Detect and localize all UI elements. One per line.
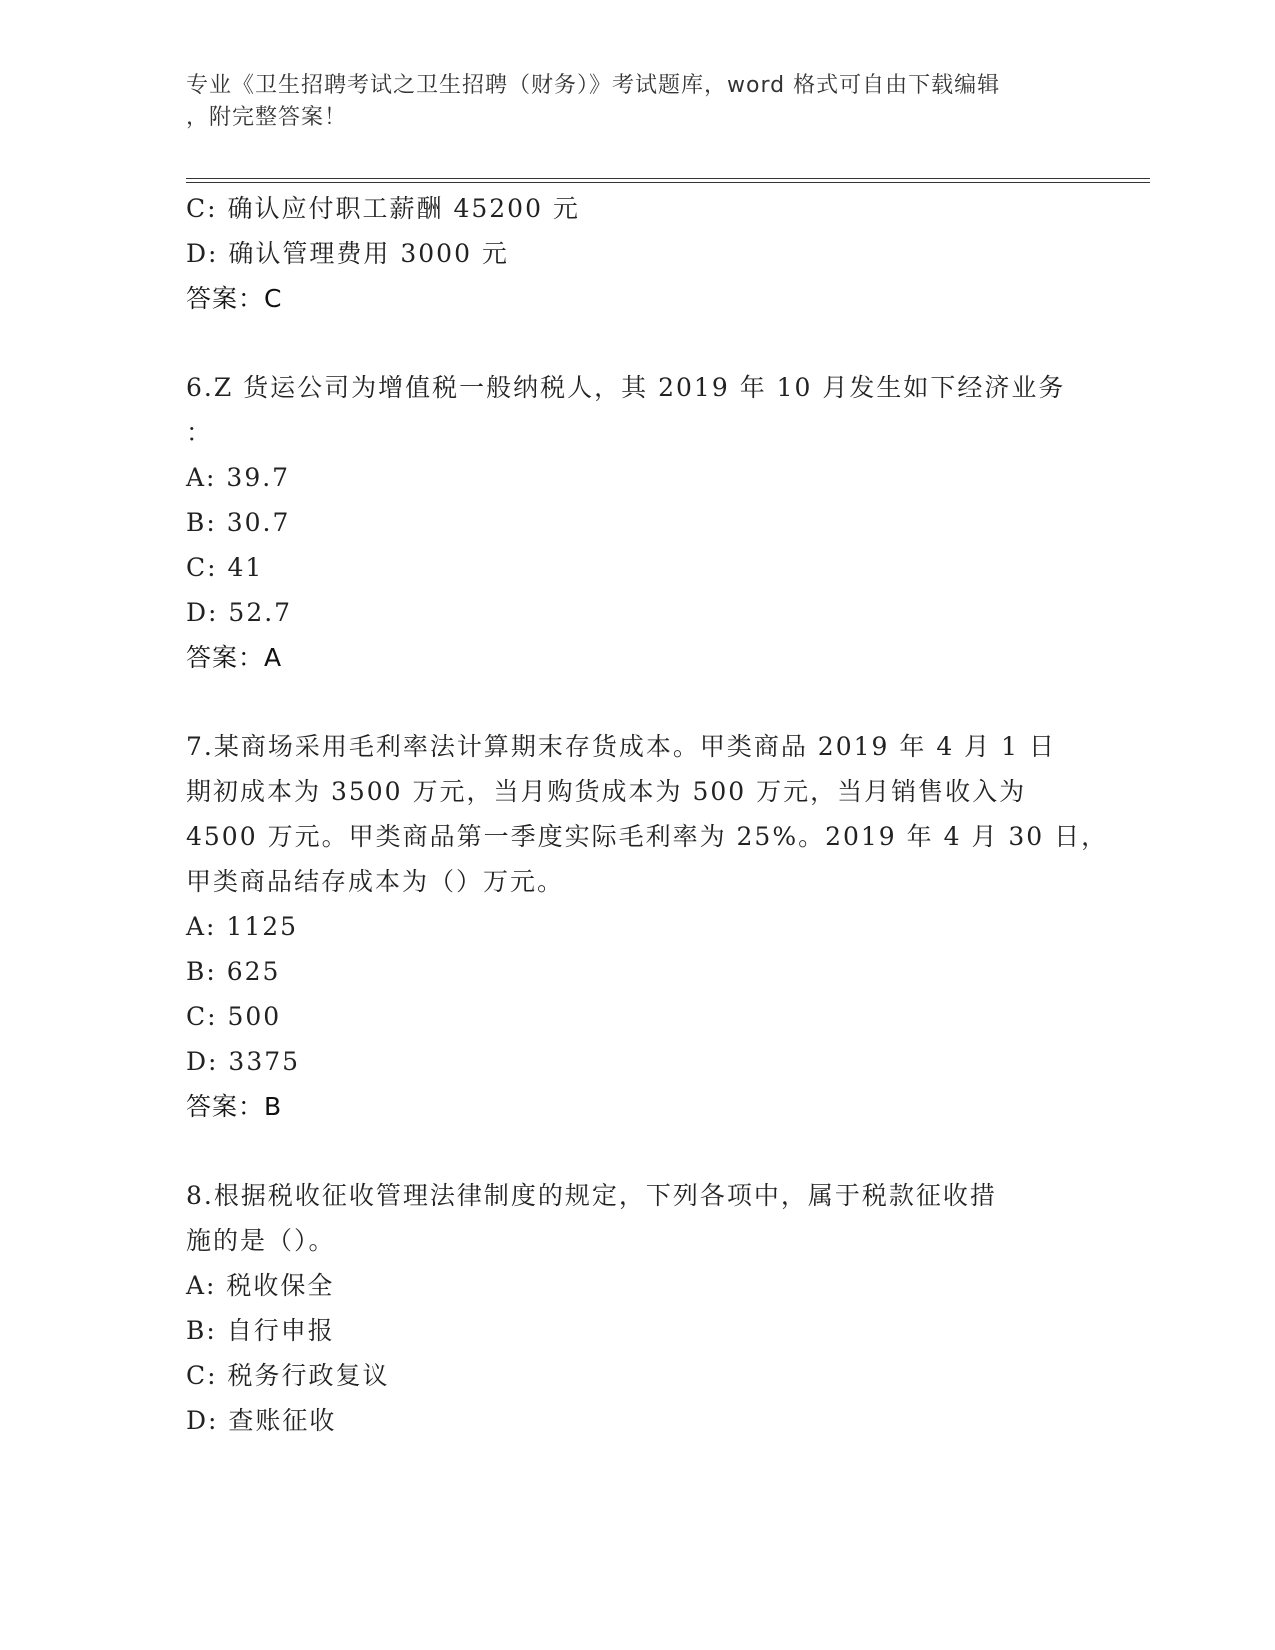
- q8-stem-line: 施的是（）。: [186, 1226, 336, 1255]
- spacer: [186, 1129, 1066, 1173]
- q7-stem-line: 7.某商场采用毛利率法计算期末存货成本。甲类商品 2019 年 4 月 1 日: [186, 732, 1056, 761]
- header-divider-top: [186, 178, 1150, 179]
- q6-answer: 答案：A: [186, 643, 283, 672]
- q6-stem-line: ：: [186, 418, 214, 447]
- question-5-tail: [186, 186, 1066, 321]
- q6-option-a: A: 39.7: [186, 463, 291, 492]
- header-line-1: 专业《卫生招聘考试之卫生招聘（财务）》考试题库，word 格式可自由下载编辑: [186, 73, 1001, 98]
- q8-option-c: C: 税务行政复议: [186, 1361, 390, 1390]
- q7-stem-line: 4500 万元。甲类商品第一季度实际毛利率为 25%。2019 年 4 月 30 日，: [186, 822, 1109, 851]
- q6-option-b: B: 30.7: [186, 508, 291, 537]
- spacer: [186, 321, 1066, 365]
- q7-answer: 答案：B: [186, 1092, 283, 1121]
- question-content: [186, 186, 1109, 1443]
- q8-option-a: A: 税收保全: [186, 1271, 335, 1300]
- q7-option-a: A: 1125: [186, 912, 299, 941]
- spacer: [186, 680, 1066, 724]
- q8-option-d: D: 查账征收: [186, 1406, 337, 1435]
- q8-stem-line: 8.根据税收征收管理法律制度的规定，下列各项中，属于税款征收措: [186, 1181, 997, 1210]
- document-header: [186, 70, 1066, 134]
- question-7: [186, 724, 1109, 1129]
- q5-option-c: C: 确认应付职工薪酬 45200 元: [186, 194, 580, 223]
- q7-option-b: B: 625: [186, 957, 281, 986]
- q5-option-d: D: 确认管理费用 3000 元: [186, 239, 509, 268]
- q6-option-d: D: 52.7: [186, 598, 293, 627]
- header-line-2: ，附完整答案！: [186, 105, 348, 130]
- header-divider-bottom: [186, 182, 1150, 183]
- q7-option-c: C: 500: [186, 1002, 282, 1031]
- q8-option-b: B: 自行申报: [186, 1316, 335, 1345]
- q6-stem-line: 6.Z 货运公司为增值税一般纳税人，其 2019 年 10 月发生如下经济业务: [186, 373, 1066, 402]
- q7-stem-line: 期初成本为 3500 万元，当月购货成本为 500 万元，当月销售收入为: [186, 777, 1027, 806]
- question-6: [186, 365, 1066, 680]
- question-8: [186, 1173, 1066, 1443]
- q5-answer: 答案：C: [186, 284, 283, 313]
- q7-stem-line: 甲类商品结存成本为（）万元。: [186, 867, 565, 896]
- q7-option-d: D: 3375: [186, 1047, 301, 1076]
- q6-option-c: C: 41: [186, 553, 264, 582]
